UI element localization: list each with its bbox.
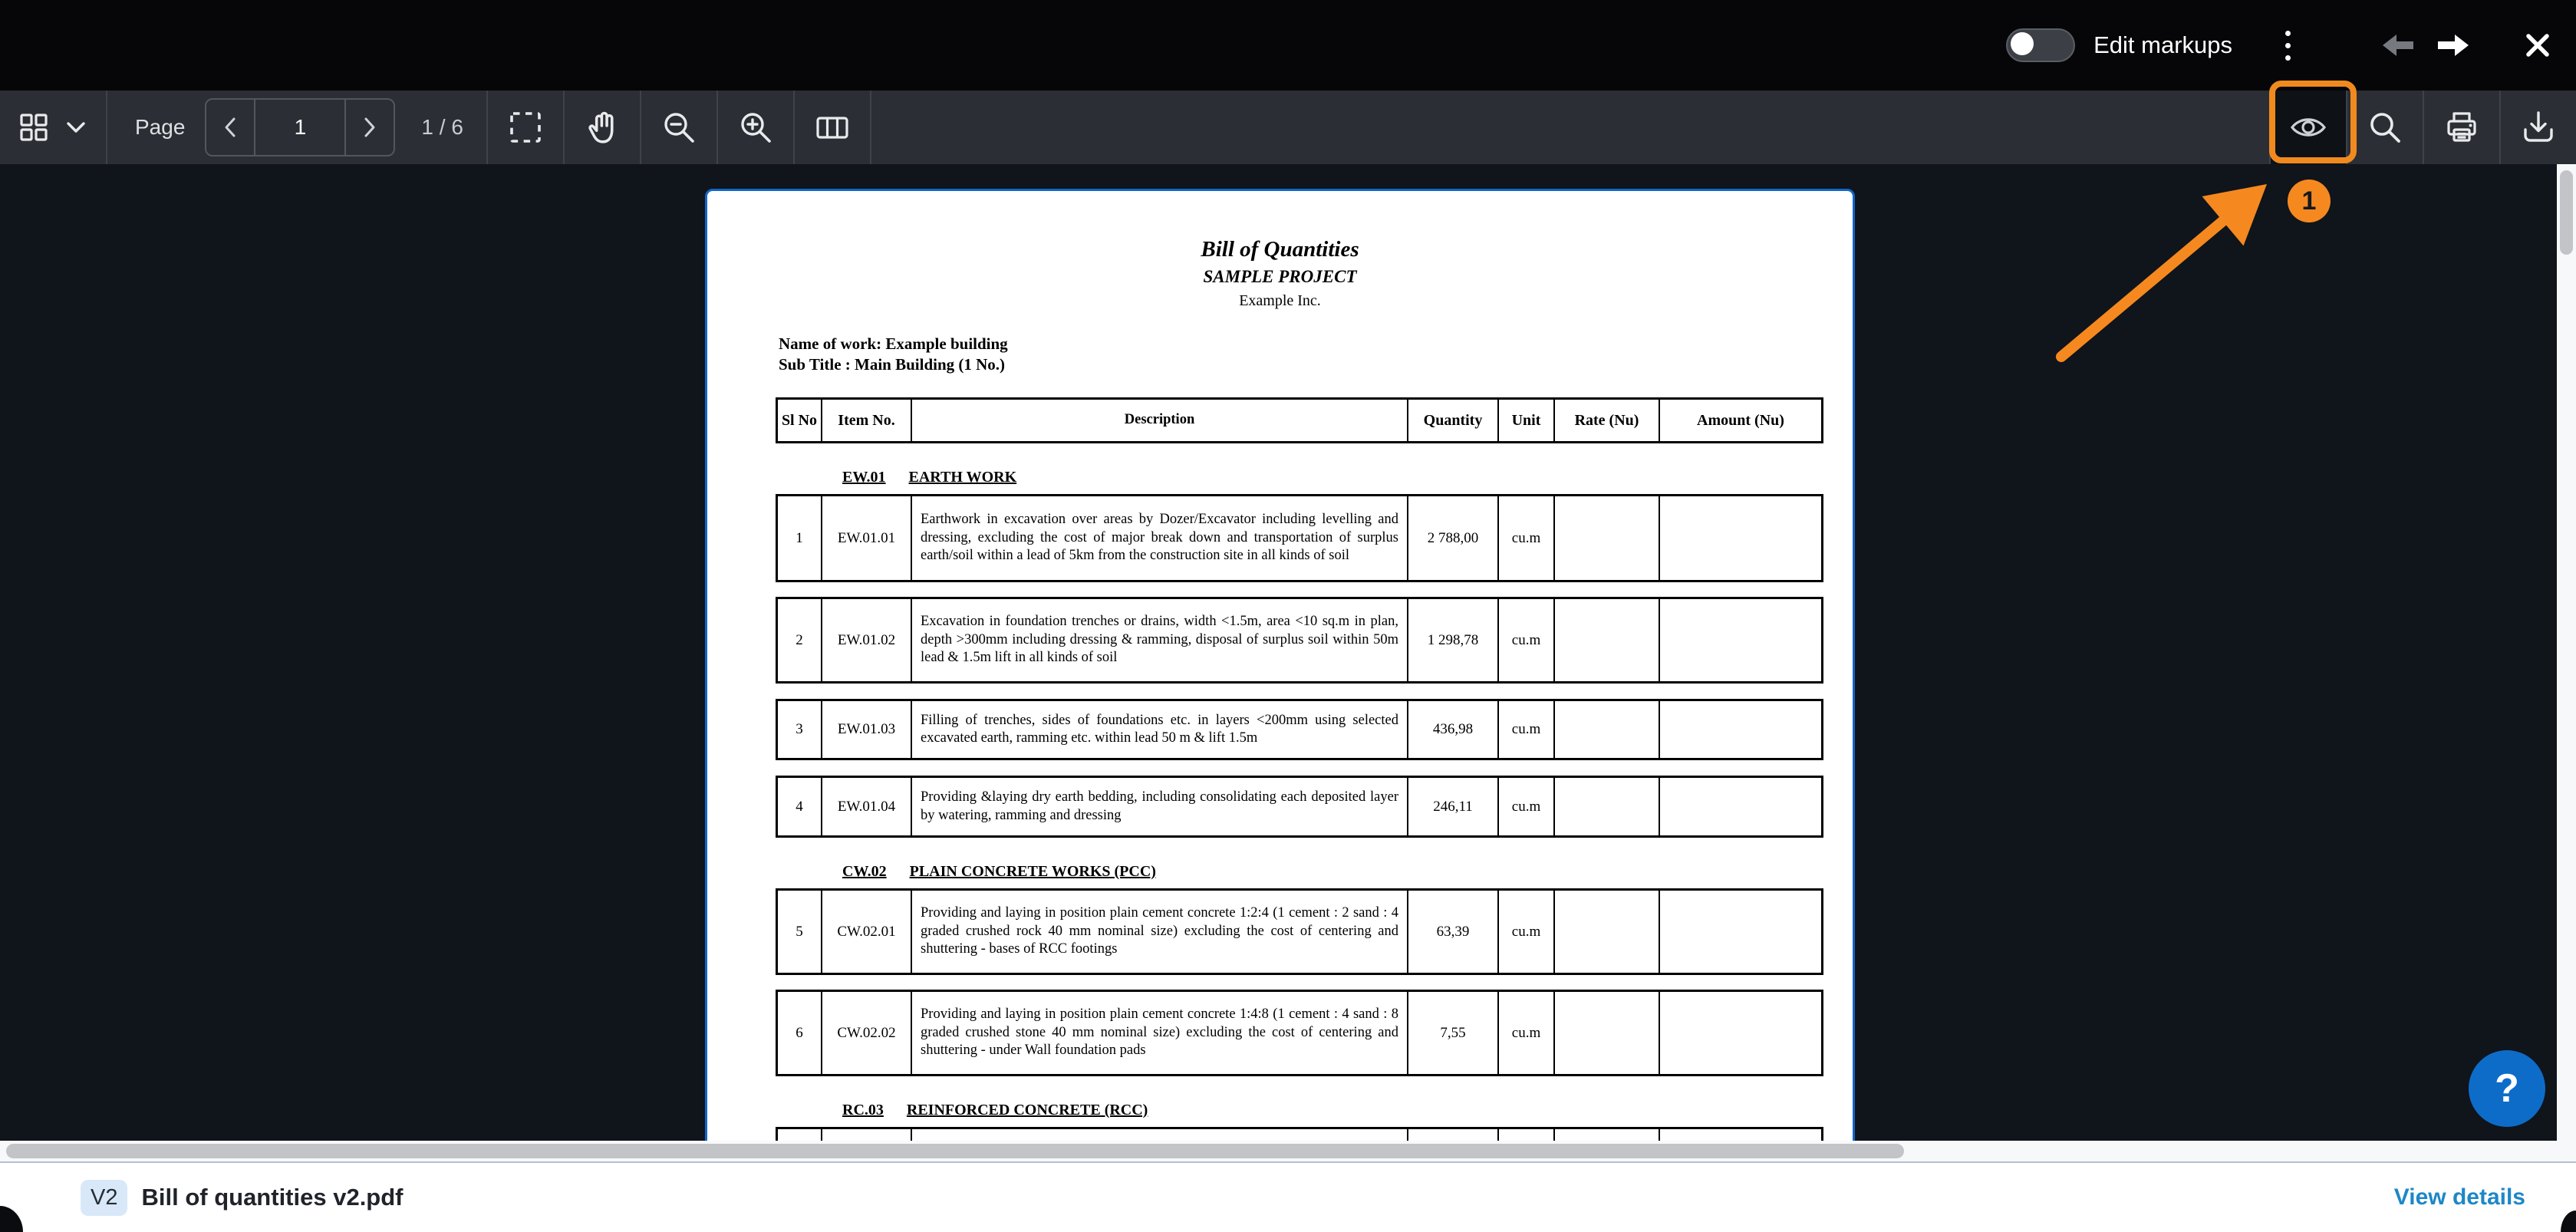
section-title: REINFORCED CONCRETE (RCC) — [906, 1102, 1148, 1118]
doc-name-of-work: Name of work: Example building — [779, 334, 1008, 353]
row-rate — [1555, 992, 1660, 1074]
pdf-page — [705, 189, 1855, 1152]
row-description: Providing and laying in position plain cement concrete 1:4:8 (1 cement : 4 sand : 8 graded crushed stone 40 mm nominal size) excluding the cost of centering and shuttering - under Wall foundation pads — [912, 992, 1408, 1074]
toggle-knob — [2011, 32, 2034, 55]
doc-subtitle: SAMPLE PROJECT — [1203, 267, 1357, 287]
row-sl: 1 — [778, 496, 822, 580]
download-button[interactable] — [2501, 91, 2576, 164]
doc-company: Example Inc. — [1239, 292, 1321, 309]
row-item-no: EW.01.04 — [822, 778, 912, 835]
row-item-no: CW.02.02 — [822, 992, 912, 1074]
section-code: CW.02 — [842, 863, 887, 880]
page-layout-button[interactable] — [795, 91, 870, 164]
top-bar — [0, 0, 2576, 91]
header-rate: Rate (Nu) — [1555, 400, 1660, 441]
document-filename: Bill of quantities v2.pdf — [141, 1184, 404, 1211]
row-unit: cu.m — [1499, 701, 1555, 758]
zoom-out-icon — [661, 110, 697, 145]
row-sl: 6 — [778, 992, 822, 1074]
row-amount — [1660, 778, 1821, 835]
zoom-out-button[interactable] — [641, 91, 716, 164]
row-description: Excavation in foundation trenches or drains, width <1.5m, area <10 sq.m in plan, depth >300mm including dressing & ramming, disposal of surplus soil within 50m lead & 1.5m lift in all kinds of soil — [912, 599, 1408, 681]
header-item-no: Item No. — [822, 400, 912, 441]
row-amount — [1660, 496, 1821, 580]
row-quantity: 246,11 — [1408, 778, 1499, 835]
row-sl: 4 — [778, 778, 822, 835]
row-amount — [1660, 599, 1821, 681]
page-label: Page — [135, 115, 186, 139]
footer-bar — [0, 1163, 2576, 1232]
annotation-step-badge: 1 — [2288, 180, 2331, 222]
section-code: EW.01 — [842, 469, 886, 486]
row-quantity: 7,55 — [1408, 992, 1499, 1074]
thumbnails-grid-icon — [18, 112, 49, 143]
row-description: Providing &laying dry earth bedding, including consolidating each deposited layer by watering, ramming and dressing — [912, 778, 1408, 835]
header-quantity: Quantity — [1408, 400, 1499, 441]
vertical-scrollbar-thumb[interactable] — [2560, 170, 2573, 255]
forward-arrow-icon[interactable] — [2436, 31, 2472, 59]
document-viewport[interactable] — [0, 164, 2576, 1141]
row-unit: cu.m — [1499, 891, 1555, 973]
row-rate — [1555, 496, 1660, 580]
row-sl: 3 — [778, 701, 822, 758]
overflow-menu-icon[interactable] — [2269, 21, 2306, 70]
row-sl: 2 — [778, 599, 822, 681]
row-rate — [1555, 599, 1660, 681]
row-amount — [1660, 992, 1821, 1074]
section-title: PLAIN CONCRETE WORKS (PCC) — [909, 863, 1156, 880]
row-rate — [1555, 891, 1660, 973]
search-icon — [2368, 110, 2402, 144]
table-row — [776, 494, 1823, 582]
row-amount — [1660, 891, 1821, 973]
header-sl-no: Sl No — [778, 400, 822, 441]
section-heading — [776, 863, 1823, 884]
row-item-no: CW.02.01 — [822, 891, 912, 973]
pan-hand-button[interactable] — [565, 91, 640, 164]
preview-eye-icon — [2289, 114, 2327, 141]
preview-eye-button[interactable] — [2271, 91, 2346, 164]
row-unit: cu.m — [1499, 599, 1555, 681]
table-row — [776, 990, 1823, 1076]
section-heading — [776, 1102, 1823, 1122]
table-header-row — [776, 397, 1823, 443]
page-navigator — [205, 98, 395, 156]
row-item-no: EW.01.02 — [822, 599, 912, 681]
table-row — [776, 597, 1823, 684]
section-heading — [776, 469, 1823, 489]
row-quantity: 2 788,00 — [1408, 496, 1499, 580]
edit-markups-label: Edit markups — [2093, 31, 2232, 58]
header-unit: Unit — [1499, 400, 1555, 441]
download-icon — [2521, 110, 2556, 145]
row-sl: 5 — [778, 891, 822, 973]
table-row — [776, 776, 1823, 838]
section-code: RC.03 — [842, 1102, 884, 1118]
view-details-link[interactable]: View details — [2393, 1184, 2525, 1210]
doc-sub-title-line: Sub Title : Main Building (1 No.) — [779, 355, 1006, 374]
help-button[interactable] — [2469, 1050, 2545, 1127]
zoom-in-button[interactable] — [718, 91, 793, 164]
next-page-button[interactable] — [346, 100, 394, 155]
page-number-input[interactable] — [254, 100, 346, 155]
row-amount — [1660, 701, 1821, 758]
horizontal-scrollbar-thumb[interactable] — [6, 1144, 1904, 1158]
table-row — [776, 699, 1823, 760]
back-arrow-icon[interactable] — [2380, 31, 2415, 59]
header-amount: Amount (Nu) — [1697, 411, 1784, 429]
boq-table — [776, 397, 1823, 1216]
row-item-no: EW.01.01 — [822, 496, 912, 580]
row-description: Providing and laying in position plain cement concrete 1:2:4 (1 cement : 2 sand : 4 graded crushed rock 40 mm nominal size) excluding the cost of centering and shuttering - bases of RCC footings — [912, 891, 1408, 973]
zoom-in-icon — [738, 110, 773, 145]
table-row — [776, 888, 1823, 975]
previous-page-button[interactable] — [206, 100, 254, 155]
page-thumbnails-button[interactable] — [18, 112, 86, 143]
help-question-mark: ? — [2495, 1066, 2519, 1111]
search-button[interactable] — [2347, 91, 2423, 164]
row-description: Earthwork in excavation over areas by Dozer/Excavator including levelling and dressing, excluding the cost of major break down and transportation of surplus earth/soil within a lead of 5km from the construction site in all kinds of soil — [912, 496, 1408, 580]
row-quantity: 63,39 — [1408, 891, 1499, 973]
doc-title: Bill of Quantities — [1201, 237, 1359, 262]
row-description: Filling of trenches, sides of foundations etc. in layers <200mm using selected excavated earth, ramming etc. within lead 50 m & lift 1.5m — [912, 701, 1408, 758]
horizontal-scrollbar[interactable] — [0, 1141, 2576, 1161]
print-button[interactable] — [2424, 91, 2499, 164]
vertical-scrollbar[interactable] — [2557, 164, 2576, 1141]
row-unit: cu.m — [1499, 496, 1555, 580]
edit-markups-toggle[interactable] — [2006, 28, 2075, 62]
section-title: EARTH WORK — [908, 469, 1017, 486]
row-quantity: 1 298,78 — [1408, 599, 1499, 681]
row-unit: cu.m — [1499, 992, 1555, 1074]
row-unit: cu.m — [1499, 778, 1555, 835]
header-description: Description — [912, 400, 1408, 441]
marquee-select-icon — [509, 110, 542, 144]
pdf-toolbar — [0, 91, 2576, 164]
page-layout-icon — [815, 112, 850, 143]
row-rate — [1555, 778, 1660, 835]
page-count-indicator: 1 / 6 — [421, 115, 463, 139]
print-icon — [2444, 110, 2479, 145]
version-badge: V2 — [81, 1180, 127, 1216]
row-quantity: 436,98 — [1408, 701, 1499, 758]
close-icon[interactable] — [2522, 30, 2553, 61]
pan-hand-icon — [585, 110, 619, 145]
row-rate — [1555, 701, 1660, 758]
chevron-down-icon — [66, 120, 86, 134]
marquee-select-button[interactable] — [488, 91, 563, 164]
row-item-no: EW.01.03 — [822, 701, 912, 758]
